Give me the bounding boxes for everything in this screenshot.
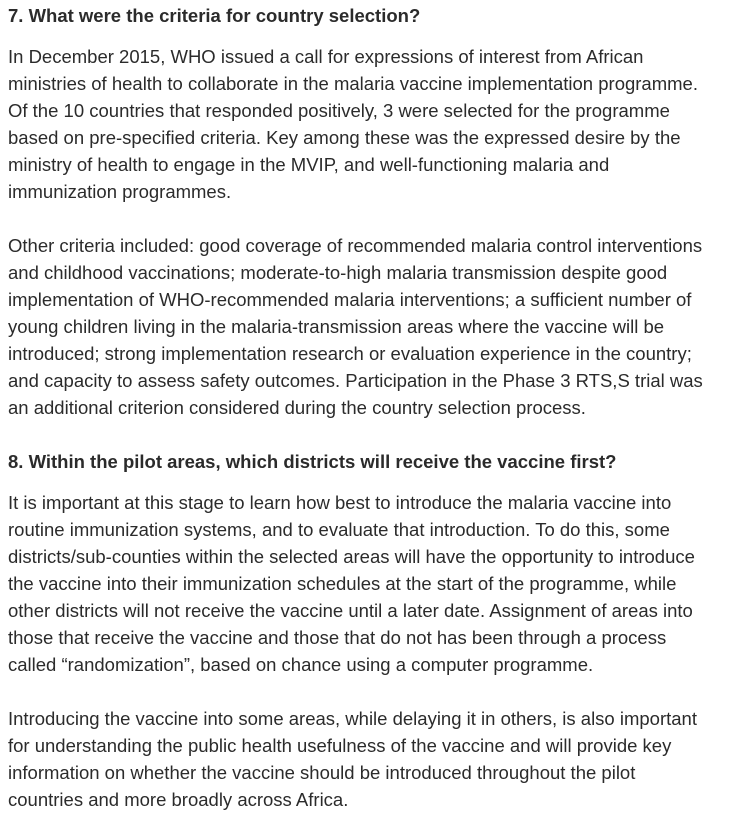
- text-line: routine immunization systems, and to evaluate that introduction. To do this, some: [8, 519, 670, 540]
- text-line: ministry of health to engage in the MVIP, and well-functioning malaria and: [8, 154, 610, 175]
- question-7-paragraph-2: [8, 232, 748, 421]
- text-line: In December 2015, WHO issued a call for expressions of interest from African: [8, 46, 644, 67]
- text-line: countries and more broadly across Africa.: [8, 789, 349, 810]
- question-8-paragraph-1: [8, 489, 748, 678]
- text-line: information on whether the vaccine should be introduced throughout the pilot: [8, 762, 636, 783]
- text-line: ministries of health to collaborate in the malaria vaccine implementation programme.: [8, 73, 698, 94]
- text-line: and childhood vaccinations; moderate-to-high malaria transmission despite good: [8, 262, 668, 283]
- text-line: introduced; strong implementation research or evaluation experience in the country;: [8, 343, 692, 364]
- question-7-paragraph-1: [8, 43, 748, 205]
- text-line: young children living in the malaria-transmission areas where the vaccine will be: [8, 316, 665, 337]
- text-line: and capacity to assess safety outcomes. Participation in the Phase 3 RTS,S trial was: [8, 370, 703, 391]
- text-line: districts/sub-counties within the selected areas will have the opportunity to introduce: [8, 546, 695, 567]
- text-line: Other criteria included: good coverage of recommended malaria control interventions: [8, 235, 703, 256]
- text-line: those that receive the vaccine and those that do not has been through a process: [8, 627, 667, 648]
- text-line: immunization programmes.: [8, 181, 232, 202]
- text-line: called “randomization”, based on chance using a computer programme.: [8, 654, 594, 675]
- text-line: other districts will not receive the vaccine until a later date. Assignment of areas into: [8, 600, 693, 621]
- text-line: based on pre-specified criteria. Key among these was the expressed desire by the: [8, 127, 681, 148]
- text-line: Of the 10 countries that responded positively, 3 were selected for the programme: [8, 100, 670, 121]
- text-line: implementation of WHO-recommended malaria interventions; a sufficient number of: [8, 289, 692, 310]
- text-line: It is important at this stage to learn how best to introduce the malaria vaccine into: [8, 492, 672, 513]
- text-line: the vaccine into their immunization schedules at the start of the programme, while: [8, 573, 677, 594]
- text-line: an additional criterion considered during the country selection process.: [8, 397, 586, 418]
- question-8-paragraph-2: [8, 705, 748, 813]
- text-line: Introducing the vaccine into some areas, while delaying it in others, is also important: [8, 708, 697, 729]
- question-7-heading: 7. What were the criteria for country selection?: [8, 5, 421, 26]
- question-8-heading: 8. Within the pilot areas, which districts will receive the vaccine first?: [8, 451, 617, 472]
- text-line: for understanding the public health usefulness of the vaccine and will provide key: [8, 735, 672, 756]
